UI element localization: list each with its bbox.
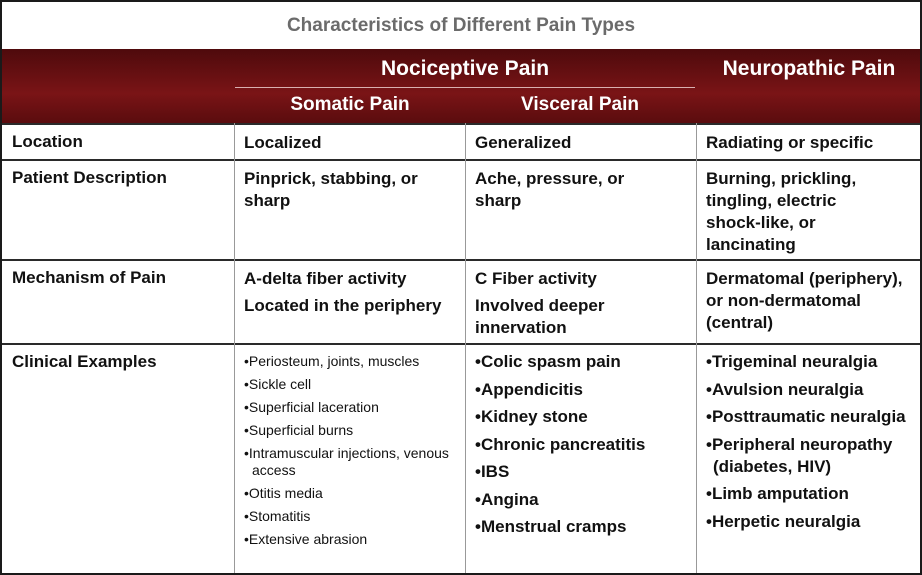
- list-item: •Peripheral neuropathy (diabetes, HIV): [706, 434, 893, 476]
- list-item: •Limb amputation: [706, 484, 849, 503]
- list-item: •Superficial burns: [244, 422, 354, 438]
- cell-mechanism-neuropathic: Dermatomal (periphery), or non-dermatomal (central): [706, 269, 903, 332]
- column-divider: [465, 123, 466, 573]
- header-nociceptive: Nociceptive Pain: [380, 57, 550, 80]
- row-description: [2, 159, 920, 261]
- cell-examples-somatic: [244, 345, 454, 554]
- header-visceral: Visceral Pain: [521, 94, 639, 115]
- mechanism-somatic-line: A-delta fiber activity: [244, 269, 407, 288]
- table-header: [2, 49, 920, 123]
- list-item: •Periosteum, joints, muscles: [244, 353, 420, 369]
- cell-description-neuropathic: Burning, prickling, tingling, electric shock-like, or lancinating: [706, 169, 857, 254]
- header-somatic: Somatic Pain: [290, 94, 410, 115]
- cell-description-visceral: Ache, pressure, or sharp: [475, 169, 625, 210]
- list-item: •Chronic pancreatitis: [475, 434, 646, 454]
- row-examples: [2, 343, 920, 575]
- row-label-examples: Clinical Examples: [12, 352, 157, 371]
- row-label-location: Location: [12, 132, 83, 151]
- list-item: •Avulsion neuralgia: [706, 379, 864, 399]
- cell-mechanism-visceral: [475, 261, 665, 339]
- list-item: •Colic spasm pain: [475, 352, 621, 371]
- cell-location-somatic: Localized: [244, 133, 322, 152]
- mechanism-visceral-line: Involved deeper innervation: [475, 296, 605, 337]
- cell-location-visceral: Generalized: [475, 133, 572, 152]
- column-divider: [234, 123, 235, 573]
- list-item: •Appendicitis: [475, 379, 583, 399]
- mechanism-somatic-line: Located in the periphery: [244, 296, 442, 315]
- list-item: •Angina: [475, 489, 539, 509]
- mechanism-visceral-line: C Fiber activity: [475, 269, 597, 288]
- list-item: •Otitis media: [244, 485, 323, 501]
- cell-examples-visceral: [475, 345, 695, 544]
- header-divider: [235, 87, 695, 88]
- cell-description-somatic: Pinprick, stabbing, or sharp: [244, 169, 418, 210]
- row-mechanism: [2, 259, 920, 345]
- cell-examples-neuropathic: [706, 345, 918, 538]
- header-neuropathic: Neuropathic Pain: [722, 57, 896, 80]
- cell-mechanism-somatic: [244, 261, 444, 317]
- list-item: •Menstrual cramps: [475, 517, 627, 536]
- row-label-description: Patient Description: [12, 168, 167, 187]
- column-divider: [696, 123, 697, 573]
- list-item: •Intramuscular injections, venous access: [244, 445, 449, 478]
- cell-location-neuropathic: Radiating or specific: [706, 133, 874, 152]
- list-item: •Posttraumatic neuralgia: [706, 407, 906, 426]
- list-item: •Extensive abrasion: [244, 531, 368, 547]
- list-item: •Trigeminal neuralgia: [706, 352, 878, 371]
- list-item: •Sickle cell: [244, 376, 312, 392]
- list-item: •Kidney stone: [475, 407, 588, 426]
- list-item: •Stomatitis: [244, 508, 311, 524]
- list-item: •IBS: [475, 462, 510, 481]
- row-location: [2, 123, 920, 161]
- table-title: Characteristics of Different Pain Types: [2, 2, 920, 51]
- list-item: •Herpetic neuralgia: [706, 511, 861, 531]
- row-label-mechanism: Mechanism of Pain: [12, 268, 166, 287]
- list-item: •Superficial laceration: [244, 399, 379, 415]
